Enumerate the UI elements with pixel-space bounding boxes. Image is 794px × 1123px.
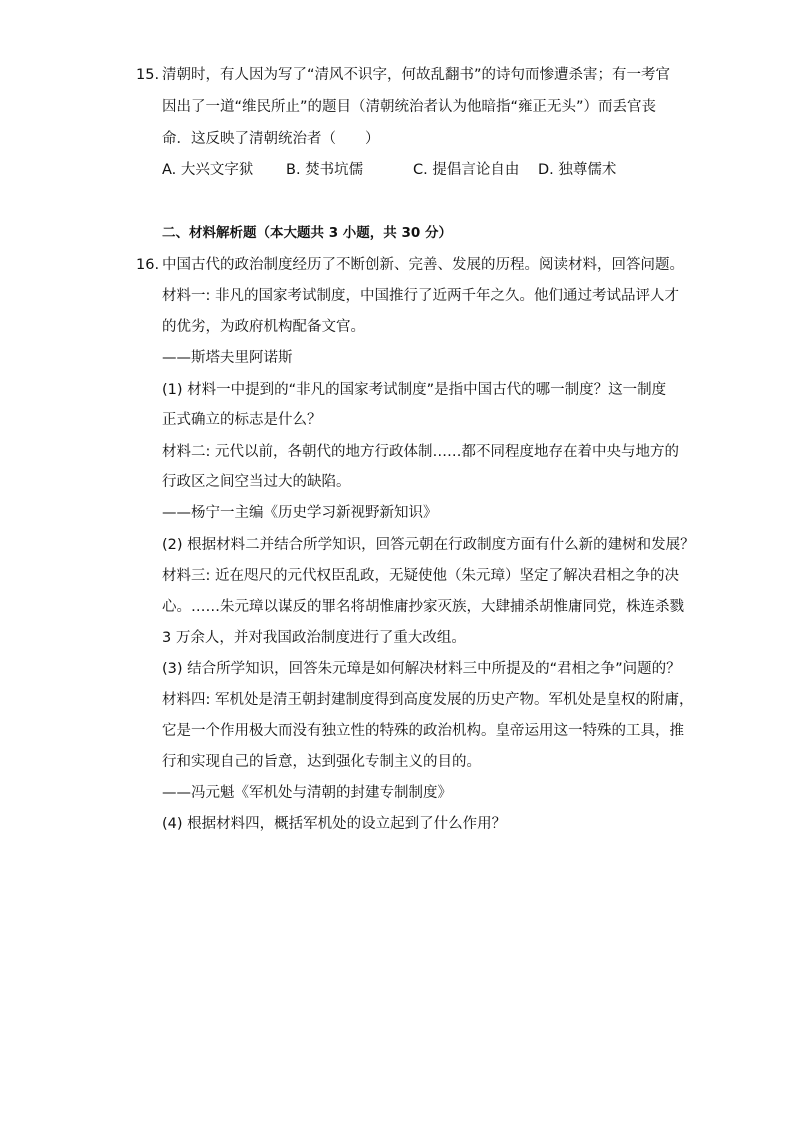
question-15-option-b[interactable]: B. 焚书坑儒	[286, 162, 364, 178]
material-3-line-3: 3 万余人，并对我国政治制度进行了重大改组。	[162, 630, 466, 646]
material-1-line-1: 材料一: 非凡的国家考试制度，中国推行了近两千年之久。他们通过考试品评人才	[162, 288, 679, 304]
material-3-line-2: 心。……朱元璋以谋反的罪名将胡惟庸抄家灭族，大肆捕杀胡惟庸同党，株连杀戮	[162, 599, 684, 615]
question-15-option-a[interactable]: A. 大兴文字狱	[162, 162, 254, 178]
question-15-number: 15.	[136, 67, 160, 83]
material-4-line-3: 行和实现自己的旨意，达到强化专制主义的目的。	[162, 754, 481, 770]
question-15-option-c[interactable]: C. 提倡言论自由	[413, 162, 520, 178]
material-4-line-2: 它是一个作用极大而没有独立性的特殊的政治机构。皇帝运用这一特殊的工具，推	[162, 723, 684, 739]
material-4-source: ——冯元魁《军机处与清朝的封建专制制度》	[162, 785, 452, 801]
sub-question-3: (3) 结合所学知识，回答朱元璋是如何解决材料三中所提及的“君相之争”问题的？	[162, 661, 681, 677]
material-2-source: ——杨宁一主编《历史学习新视野新知识》	[162, 505, 438, 521]
question-15-line-1: 清朝时，有人因为写了“清风不识字，何故乱翻书”的诗句而惨遭杀害；有一考官	[162, 67, 671, 83]
material-1-line-2: 的优劣，为政府机构配备文官。	[162, 319, 365, 335]
sub-question-1-line-1: (1) 材料一中提到的“非凡的国家考试制度”是指中国古代的哪一制度？这一制度	[162, 382, 667, 398]
material-1-source: ——斯塔夫里阿诺斯	[162, 350, 293, 366]
sub-question-1-line-2: 正式确立的标志是什么？	[162, 412, 322, 428]
question-15-option-d[interactable]: D. 独尊儒术	[538, 162, 617, 178]
material-3-line-1: 材料三: 近在咫尺的元代权臣乱政，无疑使他（朱元璋）坚定了解决君相之争的决	[162, 568, 679, 584]
section-2-heading: 二、材料解析题（本大题共 3 小题，共 30 分）	[162, 225, 452, 241]
sub-question-4: (4) 根据材料四，概括军机处的设立起到了什么作用？	[162, 816, 507, 832]
question-15-line-2: 因出了一道“维民所止”的题目（清朝统治者认为他暗指“雍正无头”）而丢官丧	[162, 99, 657, 115]
question-15-line-3: 命．这反映了清朝统治者（ ）	[162, 131, 380, 147]
material-2-line-2: 行政区之间空当过大的缺陷。	[162, 474, 351, 490]
sub-question-2: (2) 根据材料二并结合所学知识，回答元朝在行政制度方面有什么新的建树和发展？	[162, 537, 695, 553]
material-2-line-1: 材料二: 元代以前，各朝代的地方行政体制……都不同程度地存在着中央与地方的	[162, 444, 679, 460]
question-16-intro: 中国古代的政治制度经历了不断创新、完善、发展的历程。阅读材料，回答问题。	[162, 257, 684, 273]
question-16-number: 16.	[136, 257, 160, 273]
material-4-line-1: 材料四: 军机处是清王朝封建制度得到高度发展的历史产物。军机处是皇权的附庸，	[162, 692, 694, 708]
